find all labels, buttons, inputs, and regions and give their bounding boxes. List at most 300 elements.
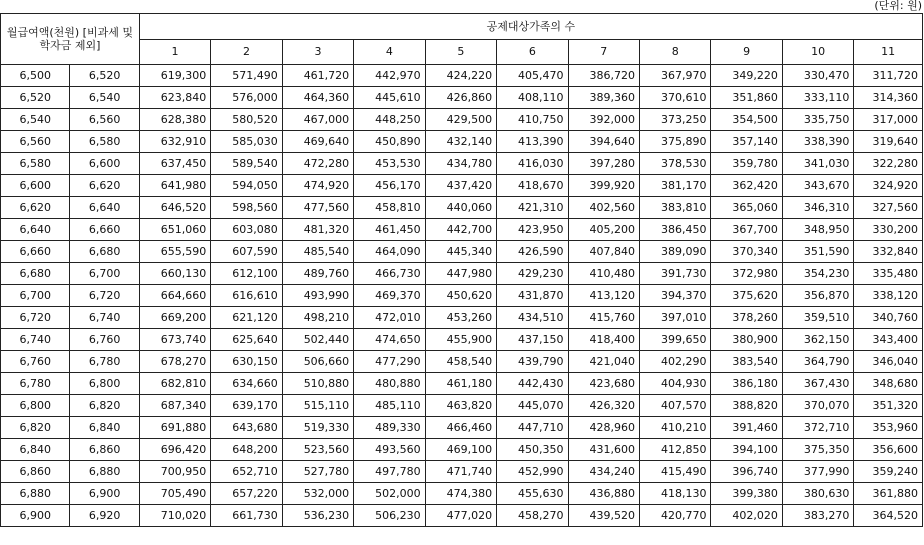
tax-amount-cell: 634,660 bbox=[211, 373, 282, 395]
table-row bbox=[1, 175, 923, 197]
tax-amount-cell: 651,060 bbox=[139, 219, 210, 241]
tax-amount-cell: 469,370 bbox=[354, 285, 425, 307]
table-row bbox=[1, 505, 923, 527]
tax-amount-cell: 405,200 bbox=[568, 219, 639, 241]
tax-amount-cell: 431,600 bbox=[568, 439, 639, 461]
tax-amount-cell: 469,640 bbox=[282, 131, 353, 153]
tax-amount-cell: 510,880 bbox=[282, 373, 353, 395]
tax-amount-cell: 375,890 bbox=[640, 131, 711, 153]
tax-amount-cell: 348,680 bbox=[854, 373, 923, 395]
tax-amount-cell: 357,140 bbox=[711, 131, 782, 153]
tax-amount-cell: 485,540 bbox=[282, 241, 353, 263]
tax-amount-cell: 445,070 bbox=[497, 395, 568, 417]
table-row bbox=[1, 329, 923, 351]
table-row bbox=[1, 263, 923, 285]
tax-amount-cell: 410,480 bbox=[568, 263, 639, 285]
salary-to-cell: 6,720 bbox=[70, 285, 139, 307]
tax-amount-cell: 359,780 bbox=[711, 153, 782, 175]
tax-amount-cell: 515,110 bbox=[282, 395, 353, 417]
tax-amount-cell: 418,400 bbox=[568, 329, 639, 351]
tax-amount-cell: 506,660 bbox=[282, 351, 353, 373]
tax-amount-cell: 637,450 bbox=[139, 153, 210, 175]
tax-amount-cell: 381,170 bbox=[640, 175, 711, 197]
tax-amount-cell: 493,560 bbox=[354, 439, 425, 461]
tax-amount-cell: 380,630 bbox=[782, 483, 853, 505]
tax-amount-cell: 367,970 bbox=[640, 65, 711, 87]
salary-to-cell: 6,540 bbox=[70, 87, 139, 109]
tax-amount-cell: 682,810 bbox=[139, 373, 210, 395]
tax-amount-cell: 333,110 bbox=[782, 87, 853, 109]
dependents-column-header: 1 bbox=[139, 39, 210, 65]
tax-amount-cell: 471,740 bbox=[425, 461, 496, 483]
tax-amount-cell: 447,980 bbox=[425, 263, 496, 285]
tax-amount-cell: 710,020 bbox=[139, 505, 210, 527]
tax-amount-cell: 612,100 bbox=[211, 263, 282, 285]
salary-from-cell: 6,740 bbox=[1, 329, 70, 351]
tax-amount-cell: 469,100 bbox=[425, 439, 496, 461]
tax-amount-cell: 603,080 bbox=[211, 219, 282, 241]
tax-amount-cell: 434,510 bbox=[497, 307, 568, 329]
dependents-count-header-row bbox=[1, 39, 923, 65]
tax-amount-cell: 439,520 bbox=[568, 505, 639, 527]
tax-amount-cell: 391,730 bbox=[640, 263, 711, 285]
table-row bbox=[1, 219, 923, 241]
withholding-tax-table bbox=[0, 13, 923, 527]
tax-amount-cell: 655,590 bbox=[139, 241, 210, 263]
tax-amount-cell: 370,610 bbox=[640, 87, 711, 109]
salary-from-cell: 6,900 bbox=[1, 505, 70, 527]
salary-to-cell: 6,880 bbox=[70, 461, 139, 483]
tax-amount-cell: 373,250 bbox=[640, 109, 711, 131]
dependents-column-header: 2 bbox=[211, 39, 282, 65]
tax-amount-cell: 439,790 bbox=[497, 351, 568, 373]
tax-amount-cell: 589,540 bbox=[211, 153, 282, 175]
tax-amount-cell: 346,310 bbox=[782, 197, 853, 219]
tax-amount-cell: 389,360 bbox=[568, 87, 639, 109]
tax-amount-cell: 445,610 bbox=[354, 87, 425, 109]
tax-amount-cell: 429,500 bbox=[425, 109, 496, 131]
tax-amount-cell: 598,560 bbox=[211, 197, 282, 219]
salary-from-cell: 6,860 bbox=[1, 461, 70, 483]
tax-amount-cell: 367,700 bbox=[711, 219, 782, 241]
tax-amount-cell: 437,420 bbox=[425, 175, 496, 197]
tax-amount-cell: 458,270 bbox=[497, 505, 568, 527]
tax-amount-cell: 657,220 bbox=[211, 483, 282, 505]
salary-from-cell: 6,580 bbox=[1, 153, 70, 175]
tax-amount-cell: 383,270 bbox=[782, 505, 853, 527]
tax-amount-cell: 359,510 bbox=[782, 307, 853, 329]
tax-amount-cell: 392,000 bbox=[568, 109, 639, 131]
tax-amount-cell: 423,680 bbox=[568, 373, 639, 395]
tax-amount-cell: 410,210 bbox=[640, 417, 711, 439]
tax-amount-cell: 485,110 bbox=[354, 395, 425, 417]
salary-to-cell: 6,600 bbox=[70, 153, 139, 175]
tax-amount-cell: 426,320 bbox=[568, 395, 639, 417]
tax-amount-cell: 375,620 bbox=[711, 285, 782, 307]
tax-amount-cell: 673,740 bbox=[139, 329, 210, 351]
tax-amount-cell: 365,060 bbox=[711, 197, 782, 219]
tax-amount-cell: 437,150 bbox=[497, 329, 568, 351]
tax-amount-cell: 343,400 bbox=[854, 329, 923, 351]
tax-amount-cell: 502,000 bbox=[354, 483, 425, 505]
tax-amount-cell: 426,590 bbox=[497, 241, 568, 263]
tax-amount-cell: 311,720 bbox=[854, 65, 923, 87]
tax-amount-cell: 463,820 bbox=[425, 395, 496, 417]
tax-amount-cell: 340,760 bbox=[854, 307, 923, 329]
tax-amount-cell: 527,780 bbox=[282, 461, 353, 483]
tax-amount-cell: 594,050 bbox=[211, 175, 282, 197]
tax-amount-cell: 317,000 bbox=[854, 109, 923, 131]
tax-amount-cell: 452,990 bbox=[497, 461, 568, 483]
tax-amount-cell: 669,200 bbox=[139, 307, 210, 329]
tax-amount-cell: 386,450 bbox=[640, 219, 711, 241]
tax-amount-cell: 335,750 bbox=[782, 109, 853, 131]
tax-amount-cell: 330,470 bbox=[782, 65, 853, 87]
salary-from-cell: 6,880 bbox=[1, 483, 70, 505]
tax-amount-cell: 481,320 bbox=[282, 219, 353, 241]
salary-from-cell: 6,700 bbox=[1, 285, 70, 307]
tax-amount-cell: 314,360 bbox=[854, 87, 923, 109]
tax-amount-cell: 383,540 bbox=[711, 351, 782, 373]
tax-amount-cell: 418,130 bbox=[640, 483, 711, 505]
salary-from-cell: 6,680 bbox=[1, 263, 70, 285]
tax-amount-cell: 349,220 bbox=[711, 65, 782, 87]
table-row bbox=[1, 417, 923, 439]
tax-amount-cell: 405,470 bbox=[497, 65, 568, 87]
salary-to-cell: 6,920 bbox=[70, 505, 139, 527]
tax-amount-cell: 370,070 bbox=[782, 395, 853, 417]
table-row bbox=[1, 197, 923, 219]
tax-amount-cell: 415,760 bbox=[568, 307, 639, 329]
tax-amount-cell: 687,340 bbox=[139, 395, 210, 417]
tax-amount-cell: 477,560 bbox=[282, 197, 353, 219]
tax-amount-cell: 616,610 bbox=[211, 285, 282, 307]
tax-amount-cell: 426,860 bbox=[425, 87, 496, 109]
table-row bbox=[1, 285, 923, 307]
tax-amount-cell: 474,920 bbox=[282, 175, 353, 197]
tax-amount-cell: 351,320 bbox=[854, 395, 923, 417]
tax-amount-cell: 324,920 bbox=[854, 175, 923, 197]
tax-amount-cell: 421,310 bbox=[497, 197, 568, 219]
table-row bbox=[1, 109, 923, 131]
tax-amount-cell: 356,870 bbox=[782, 285, 853, 307]
tax-amount-cell: 571,490 bbox=[211, 65, 282, 87]
tax-amount-cell: 407,840 bbox=[568, 241, 639, 263]
salary-to-cell: 6,800 bbox=[70, 373, 139, 395]
tax-amount-cell: 364,520 bbox=[854, 505, 923, 527]
salary-from-cell: 6,500 bbox=[1, 65, 70, 87]
tax-amount-cell: 498,210 bbox=[282, 307, 353, 329]
tax-amount-cell: 418,670 bbox=[497, 175, 568, 197]
tax-amount-cell: 536,230 bbox=[282, 505, 353, 527]
tax-amount-cell: 394,640 bbox=[568, 131, 639, 153]
tax-amount-cell: 367,430 bbox=[782, 373, 853, 395]
tax-amount-cell: 361,880 bbox=[854, 483, 923, 505]
tax-amount-cell: 450,890 bbox=[354, 131, 425, 153]
tax-amount-cell: 448,250 bbox=[354, 109, 425, 131]
tax-amount-cell: 431,870 bbox=[497, 285, 568, 307]
tax-amount-cell: 506,230 bbox=[354, 505, 425, 527]
tax-amount-cell: 407,570 bbox=[640, 395, 711, 417]
tax-amount-cell: 378,530 bbox=[640, 153, 711, 175]
tax-amount-cell: 370,340 bbox=[711, 241, 782, 263]
table-row bbox=[1, 65, 923, 87]
tax-amount-cell: 461,450 bbox=[354, 219, 425, 241]
salary-from-cell: 6,560 bbox=[1, 131, 70, 153]
tax-amount-cell: 442,430 bbox=[497, 373, 568, 395]
tax-amount-cell: 391,460 bbox=[711, 417, 782, 439]
tax-amount-cell: 380,900 bbox=[711, 329, 782, 351]
salary-to-cell: 6,820 bbox=[70, 395, 139, 417]
tax-amount-cell: 455,900 bbox=[425, 329, 496, 351]
tax-amount-cell: 399,650 bbox=[640, 329, 711, 351]
tax-amount-cell: 372,980 bbox=[711, 263, 782, 285]
tax-amount-cell: 383,810 bbox=[640, 197, 711, 219]
salary-from-cell: 6,760 bbox=[1, 351, 70, 373]
tax-amount-cell: 386,720 bbox=[568, 65, 639, 87]
tax-amount-cell: 423,950 bbox=[497, 219, 568, 241]
tax-amount-cell: 455,630 bbox=[497, 483, 568, 505]
tax-amount-cell: 625,640 bbox=[211, 329, 282, 351]
salary-from-cell: 6,720 bbox=[1, 307, 70, 329]
tax-amount-cell: 338,120 bbox=[854, 285, 923, 307]
salary-to-cell: 6,580 bbox=[70, 131, 139, 153]
tax-amount-cell: 461,720 bbox=[282, 65, 353, 87]
tax-amount-cell: 497,780 bbox=[354, 461, 425, 483]
tax-amount-cell: 322,280 bbox=[854, 153, 923, 175]
tax-amount-cell: 415,490 bbox=[640, 461, 711, 483]
salary-to-cell: 6,520 bbox=[70, 65, 139, 87]
salary-to-cell: 6,760 bbox=[70, 329, 139, 351]
tax-amount-cell: 648,200 bbox=[211, 439, 282, 461]
monthly-salary-header: 월급여액(천원) [비과세 및 학자금 제외] bbox=[1, 14, 140, 65]
salary-to-cell: 6,900 bbox=[70, 483, 139, 505]
tax-amount-cell: 432,140 bbox=[425, 131, 496, 153]
tax-amount-cell: 397,010 bbox=[640, 307, 711, 329]
table-row bbox=[1, 439, 923, 461]
dependents-column-header: 11 bbox=[854, 39, 923, 65]
tax-amount-cell: 396,740 bbox=[711, 461, 782, 483]
tax-amount-cell: 580,520 bbox=[211, 109, 282, 131]
tax-amount-cell: 377,990 bbox=[782, 461, 853, 483]
tax-amount-cell: 397,280 bbox=[568, 153, 639, 175]
tax-amount-cell: 450,350 bbox=[497, 439, 568, 461]
tax-amount-cell: 399,380 bbox=[711, 483, 782, 505]
tax-amount-cell: 639,170 bbox=[211, 395, 282, 417]
tax-amount-cell: 607,590 bbox=[211, 241, 282, 263]
salary-to-cell: 6,840 bbox=[70, 417, 139, 439]
tax-amount-cell: 442,700 bbox=[425, 219, 496, 241]
tax-amount-cell: 445,340 bbox=[425, 241, 496, 263]
tax-amount-cell: 519,330 bbox=[282, 417, 353, 439]
salary-from-cell: 6,520 bbox=[1, 87, 70, 109]
tax-amount-cell: 421,040 bbox=[568, 351, 639, 373]
tax-amount-cell: 585,030 bbox=[211, 131, 282, 153]
tax-amount-cell: 472,010 bbox=[354, 307, 425, 329]
tax-amount-cell: 652,710 bbox=[211, 461, 282, 483]
tax-amount-cell: 348,950 bbox=[782, 219, 853, 241]
tax-amount-cell: 341,030 bbox=[782, 153, 853, 175]
table-row bbox=[1, 483, 923, 505]
table-row bbox=[1, 461, 923, 483]
tax-amount-cell: 523,560 bbox=[282, 439, 353, 461]
dependents-column-header: 9 bbox=[711, 39, 782, 65]
tax-amount-cell: 447,710 bbox=[497, 417, 568, 439]
table-row bbox=[1, 351, 923, 373]
tax-amount-cell: 364,790 bbox=[782, 351, 853, 373]
salary-to-cell: 6,780 bbox=[70, 351, 139, 373]
tax-amount-cell: 502,440 bbox=[282, 329, 353, 351]
salary-from-cell: 6,540 bbox=[1, 109, 70, 131]
tax-amount-cell: 420,770 bbox=[640, 505, 711, 527]
tax-amount-cell: 436,880 bbox=[568, 483, 639, 505]
salary-from-cell: 6,820 bbox=[1, 417, 70, 439]
table-row bbox=[1, 307, 923, 329]
salary-from-cell: 6,640 bbox=[1, 219, 70, 241]
salary-from-cell: 6,600 bbox=[1, 175, 70, 197]
tax-amount-cell: 353,960 bbox=[854, 417, 923, 439]
salary-to-cell: 6,660 bbox=[70, 219, 139, 241]
tax-amount-cell: 467,000 bbox=[282, 109, 353, 131]
tax-amount-cell: 410,750 bbox=[497, 109, 568, 131]
tax-amount-cell: 354,230 bbox=[782, 263, 853, 285]
table-row bbox=[1, 153, 923, 175]
tax-amount-cell: 532,000 bbox=[282, 483, 353, 505]
tax-amount-cell: 453,530 bbox=[354, 153, 425, 175]
tax-amount-cell: 493,990 bbox=[282, 285, 353, 307]
tax-amount-cell: 661,730 bbox=[211, 505, 282, 527]
tax-amount-cell: 351,860 bbox=[711, 87, 782, 109]
tax-amount-cell: 466,730 bbox=[354, 263, 425, 285]
tax-amount-cell: 632,910 bbox=[139, 131, 210, 153]
tax-amount-cell: 356,600 bbox=[854, 439, 923, 461]
tax-amount-cell: 623,840 bbox=[139, 87, 210, 109]
tax-amount-cell: 472,280 bbox=[282, 153, 353, 175]
tax-amount-cell: 319,640 bbox=[854, 131, 923, 153]
tax-amount-cell: 402,020 bbox=[711, 505, 782, 527]
tax-amount-cell: 386,180 bbox=[711, 373, 782, 395]
tax-amount-cell: 362,150 bbox=[782, 329, 853, 351]
dependents-column-header: 7 bbox=[568, 39, 639, 65]
tax-amount-cell: 705,490 bbox=[139, 483, 210, 505]
unit-label: (단위: 원) bbox=[874, 0, 922, 12]
tax-amount-cell: 619,300 bbox=[139, 65, 210, 87]
tax-amount-cell: 474,380 bbox=[425, 483, 496, 505]
tax-amount-cell: 621,120 bbox=[211, 307, 282, 329]
table-row bbox=[1, 131, 923, 153]
tax-amount-cell: 456,170 bbox=[354, 175, 425, 197]
tax-amount-cell: 402,290 bbox=[640, 351, 711, 373]
tax-amount-cell: 474,650 bbox=[354, 329, 425, 351]
dependents-column-header: 3 bbox=[282, 39, 353, 65]
salary-to-cell: 6,640 bbox=[70, 197, 139, 219]
tax-amount-cell: 643,680 bbox=[211, 417, 282, 439]
tax-amount-cell: 700,950 bbox=[139, 461, 210, 483]
tax-amount-cell: 413,120 bbox=[568, 285, 639, 307]
dependents-column-header: 5 bbox=[425, 39, 496, 65]
tax-amount-cell: 434,240 bbox=[568, 461, 639, 483]
salary-to-cell: 6,680 bbox=[70, 241, 139, 263]
tax-amount-cell: 394,370 bbox=[640, 285, 711, 307]
tax-amount-cell: 646,520 bbox=[139, 197, 210, 219]
tax-amount-cell: 351,590 bbox=[782, 241, 853, 263]
dependents-column-header: 6 bbox=[497, 39, 568, 65]
tax-amount-cell: 362,420 bbox=[711, 175, 782, 197]
tax-amount-cell: 388,820 bbox=[711, 395, 782, 417]
salary-to-cell: 6,740 bbox=[70, 307, 139, 329]
salary-from-cell: 6,620 bbox=[1, 197, 70, 219]
tax-amount-cell: 453,260 bbox=[425, 307, 496, 329]
tax-amount-cell: 389,090 bbox=[640, 241, 711, 263]
tax-amount-cell: 434,780 bbox=[425, 153, 496, 175]
tax-amount-cell: 375,350 bbox=[782, 439, 853, 461]
tax-amount-cell: 440,060 bbox=[425, 197, 496, 219]
tax-amount-cell: 464,360 bbox=[282, 87, 353, 109]
tax-amount-cell: 628,380 bbox=[139, 109, 210, 131]
tax-amount-cell: 429,230 bbox=[497, 263, 568, 285]
tax-amount-cell: 332,840 bbox=[854, 241, 923, 263]
tax-amount-cell: 378,260 bbox=[711, 307, 782, 329]
tax-amount-cell: 402,560 bbox=[568, 197, 639, 219]
tax-amount-cell: 424,220 bbox=[425, 65, 496, 87]
tax-amount-cell: 691,880 bbox=[139, 417, 210, 439]
tax-amount-cell: 696,420 bbox=[139, 439, 210, 461]
tax-amount-cell: 408,110 bbox=[497, 87, 568, 109]
tax-amount-cell: 489,330 bbox=[354, 417, 425, 439]
tax-amount-cell: 394,100 bbox=[711, 439, 782, 461]
table-row bbox=[1, 87, 923, 109]
tax-amount-cell: 404,930 bbox=[640, 373, 711, 395]
salary-from-cell: 6,780 bbox=[1, 373, 70, 395]
tax-amount-cell: 399,920 bbox=[568, 175, 639, 197]
salary-to-cell: 6,560 bbox=[70, 109, 139, 131]
tax-amount-cell: 450,620 bbox=[425, 285, 496, 307]
table-row bbox=[1, 241, 923, 263]
tax-amount-cell: 338,390 bbox=[782, 131, 853, 153]
salary-from-cell: 6,840 bbox=[1, 439, 70, 461]
tax-amount-cell: 477,020 bbox=[425, 505, 496, 527]
tax-amount-cell: 641,980 bbox=[139, 175, 210, 197]
tax-amount-cell: 576,000 bbox=[211, 87, 282, 109]
salary-to-cell: 6,620 bbox=[70, 175, 139, 197]
table-header bbox=[1, 14, 923, 65]
tax-amount-cell: 343,670 bbox=[782, 175, 853, 197]
tax-amount-cell: 678,270 bbox=[139, 351, 210, 373]
tax-amount-cell: 480,880 bbox=[354, 373, 425, 395]
salary-from-cell: 6,660 bbox=[1, 241, 70, 263]
table-body bbox=[1, 65, 923, 527]
dependents-group-header: 공제대상가족의 수 bbox=[139, 14, 922, 40]
tax-amount-cell: 458,810 bbox=[354, 197, 425, 219]
salary-to-cell: 6,860 bbox=[70, 439, 139, 461]
tax-amount-cell: 442,970 bbox=[354, 65, 425, 87]
tax-amount-cell: 416,030 bbox=[497, 153, 568, 175]
dependents-column-header: 4 bbox=[354, 39, 425, 65]
tax-amount-cell: 346,040 bbox=[854, 351, 923, 373]
tax-amount-cell: 466,460 bbox=[425, 417, 496, 439]
dependents-column-header: 10 bbox=[782, 39, 853, 65]
tax-amount-cell: 412,850 bbox=[640, 439, 711, 461]
tax-amount-cell: 461,180 bbox=[425, 373, 496, 395]
tax-amount-cell: 372,710 bbox=[782, 417, 853, 439]
tax-amount-cell: 359,240 bbox=[854, 461, 923, 483]
table-row bbox=[1, 395, 923, 417]
tax-amount-cell: 489,760 bbox=[282, 263, 353, 285]
tax-amount-cell: 354,500 bbox=[711, 109, 782, 131]
table-row bbox=[1, 373, 923, 395]
tax-amount-cell: 330,200 bbox=[854, 219, 923, 241]
tax-amount-cell: 458,540 bbox=[425, 351, 496, 373]
